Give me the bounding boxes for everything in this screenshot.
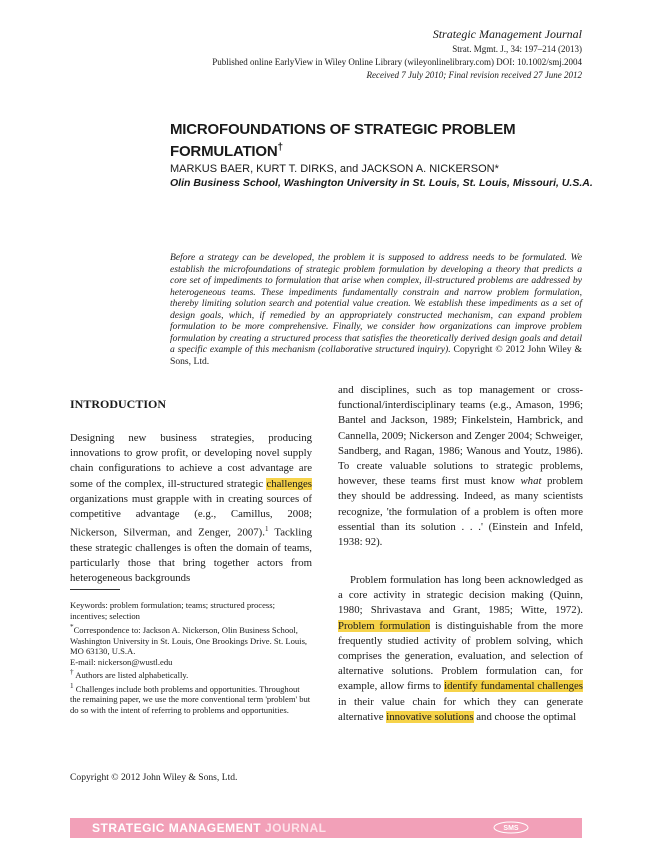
- intro-paragraph-1: [70, 431, 312, 587]
- right-p2-text-b: is distinguishable from the more frequently studied activity of problem solving, which comprises the generation, evaluation, and selection of alternative solutions. Problem formulation can, for example, allow firms to: [338, 619, 583, 693]
- citation: Strat. Mgmt. J., 34: 197–214 (2013): [452, 44, 582, 54]
- footnote-1-mark: 1: [70, 681, 74, 690]
- banner-brand-journal: JOURNAL: [264, 821, 327, 835]
- right-p2-text-d: and choose the optimal: [476, 710, 577, 723]
- abstract-text: Before a strategy can be developed, the problem it is supposed to address needs to be formulated. We establish the microfoundations of strategic problem formulation by developing a theory that predicts a core set of impediments to formulation that arise when complex, ill-structured problems are addressed by heterogeneous teams. These impediments fundamentally constrain and narrow problem formulation, thereby limiting solution search and potential value creation. We establish these impediments as a set of design goals, which, if remedied by an appropriately constructed mechanism, can expand problem formulation to be more comprehensive. Finally, we consider how organizations can improve problem formulation by creating a structured process that satisfies the theoretically derived design goals and detail a specific example of this mechanism (collaborative structured inquiry).: [170, 252, 582, 355]
- footnote-1-text: Challenges include both problems and opportunities. Throughout the remaining paper, we use the more conventional term 'problem' but do so with the intent of referring to problems and opportunities.: [70, 683, 311, 715]
- article-title: [170, 121, 590, 161]
- correspondence-text: Correspondence to: Jackson A. Nickerson, Olin Business School, Washington University in St. Louis, One Brookings Drive. St. Louis, MO 63130, U.S.A.: [70, 625, 308, 657]
- intro-p1-text-a: Designing new business strategies, producing innovations to grow profit, or developing novel supply chain configurations to achieve a cost advantage are some of the complex, ill-structured strategic: [70, 432, 312, 490]
- section-heading-introduction: INTRODUCTION: [70, 397, 167, 411]
- sms-logo-icon: [492, 821, 530, 834]
- author-email: E-mail: nickerson@wustl.edu: [70, 656, 173, 667]
- keywords: Keywords: problem formulation; teams; structured process; incentives; selection: [70, 600, 276, 621]
- sms-logo-text: SMS: [503, 825, 519, 832]
- right-p1-text-a: and disciplines, such as top management or cross-functional/interdisciplinary teams (e.g., Amason, 1996; Bantel and Jackson, 1989; Finkelstein, Hambrick, and Cannella, 2009; Nickerson and Zenger 2004; Schweiger, Sandberg, and Ragan, 1986; Wanous and Youtz, 1986). To create valuable solutions to strategic problems, however, these teams first must know: [338, 384, 583, 488]
- dagger-mark: †: [70, 668, 74, 677]
- highlight-problem-formulation: Problem formulation: [338, 619, 431, 632]
- banner-brand-main: STRATEGIC MANAGEMENT: [92, 821, 262, 835]
- published-online-line: Published online EarlyView in Wiley Online Library (wileyonlinelibrary.com) DOI: 10.1002/smj.2004: [212, 57, 582, 67]
- highlight-challenges: challenges: [266, 477, 313, 490]
- footnote-1: [70, 681, 312, 716]
- abstract: [170, 252, 582, 367]
- dagger-text: Authors are listed alphabetically.: [73, 670, 189, 681]
- title-line-1: MICROFOUNDATIONS OF STRATEGIC PROBLEM: [170, 121, 516, 138]
- emphasis-what: what: [520, 475, 542, 488]
- affiliation: Olin Business School, Washington University in St. Louis, St. Louis, Missouri, U.S.A.: [170, 177, 593, 189]
- right-p2-text-a: Problem formulation has long been acknowledged as a core activity in strategic decision making (Quinn, 1980; Shrivastava and Grant, 1985; Witte, 1972).: [338, 574, 583, 617]
- intro-p1-text-c: Tackling these strategic challenges is often the domain of teams, particularly those that bring together actors from heterogeneous backgrounds: [70, 526, 312, 585]
- banner-brand: [92, 821, 326, 835]
- title-dagger: †: [277, 142, 283, 153]
- footnote-ref-1[interactable]: 1: [264, 525, 269, 534]
- title-line-2: FORMULATION: [170, 143, 278, 160]
- right-column-paragraph-1: [338, 383, 583, 550]
- received-dates: Received 7 July 2010; Final revision received 27 June 2012: [366, 70, 582, 80]
- highlight-identify-fundamental-challenges: identify fundamental challenges: [444, 680, 583, 693]
- journal-name: Strategic Management Journal: [432, 27, 582, 41]
- right-p1-text-b: problem they should be addressing. Indeed, as many scientists recognize, 'the formulation of a problem is often more essential than its solution . . .' (Einstein and Infeld, 1938: 92).: [338, 475, 583, 549]
- intro-p1-text-b: organizations must grapple with in creating sources of competitive advantage (e.g., Camillus, 2008; Nickerson, Silverman, and Zenger, 2007).: [70, 492, 312, 539]
- dagger-note: [70, 667, 312, 680]
- highlight-innovative-solutions: innovative solutions: [386, 710, 474, 723]
- footnotes: [70, 600, 312, 716]
- page-copyright: Copyright © 2012 John Wiley & Sons, Ltd.: [70, 772, 238, 783]
- footnote-divider: [70, 589, 120, 590]
- right-column-paragraph-2: [338, 573, 583, 725]
- author-list: MARKUS BAER, KURT T. DIRKS, and JACKSON A. NICKERSON*: [170, 163, 499, 175]
- correspondence-note: [70, 622, 312, 657]
- abstract-copyright: Copyright © 2012 John Wiley & Sons, Ltd.: [170, 344, 582, 367]
- right-p2-text-c: in their value chain for which they can generate alternative: [338, 695, 583, 723]
- correspondence-mark: *: [70, 623, 74, 632]
